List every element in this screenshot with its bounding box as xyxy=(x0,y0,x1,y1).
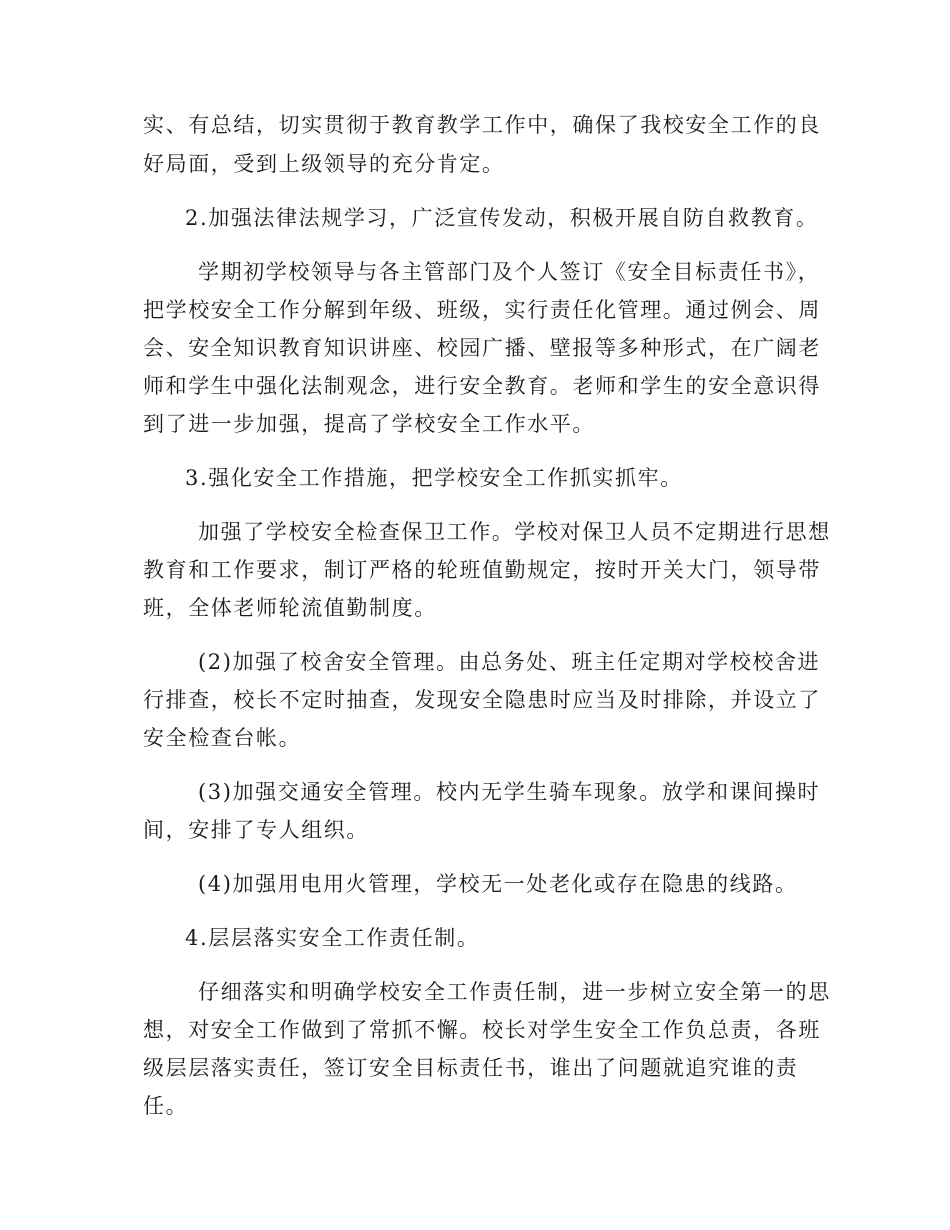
paragraph-line: (3)加强交通安全管理。校内无学生骑车现象。放学和课间操时 xyxy=(198,780,821,804)
section-heading-4: 4.层层落实安全工作责任制。 xyxy=(185,926,480,950)
paragraph-line: 想，对安全工作做到了常抓不懈。校长对学生安全工作负总责，各班 xyxy=(143,1018,821,1042)
paragraph-line: (2)加强了校舍安全管理。由总务处、班主任定期对学校校舍进 xyxy=(198,650,821,674)
paragraph-line: 师和学生中强化法制观念，进行安全教育。老师和学生的安全意识得 xyxy=(143,374,821,398)
paragraph-line: 实、有总结，切实贯彻于教育教学工作中，确保了我校安全工作的良 xyxy=(143,113,821,137)
paragraph-line: 间，安排了专人组织。 xyxy=(143,818,369,842)
paragraph-line: 班，全体老师轮流值勤制度。 xyxy=(143,596,437,620)
paragraph-line: 加强了学校安全检查保卫工作。学校对保卫人员不定期进行思想 xyxy=(198,520,831,544)
paragraph-line: 行排查，校长不定时抽查，发现安全隐患时应当及时排除，并设立了 xyxy=(143,688,821,712)
paragraph-line: (4)加强用电用火管理，学校无一处老化或存在隐患的线路。 xyxy=(198,872,798,896)
paragraph-line: 级层层落实责任，签订安全目标责任书，谁出了问题就追究谁的责 xyxy=(143,1056,799,1080)
paragraph-line: 安全检查台帐。 xyxy=(143,726,302,750)
paragraph-line: 教育和工作要求，制订严格的轮班值勤规定，按时开关大门，领导带 xyxy=(143,558,821,582)
paragraph-line: 任。 xyxy=(143,1094,189,1118)
paragraph-line: 好局面，受到上级领导的充分肯定。 xyxy=(143,152,505,176)
paragraph-line: 会、安全知识教育知识讲座、校园广播、壁报等多种形式，在广阔老 xyxy=(143,336,821,360)
section-heading-2: 2.加强法律法规学习，广泛宣传发动，积极开展自防自救教育。 xyxy=(185,206,819,230)
paragraph-line: 到了进一步加强，提高了学校安全工作水平。 xyxy=(143,412,595,436)
paragraph-line: 仔细落实和明确学校安全工作责任制，进一步树立安全第一的思 xyxy=(198,980,831,1004)
paragraph-line: 把学校安全工作分解到年级、班级，实行责任化管理。通过例会、周 xyxy=(143,298,821,322)
paragraph-line: 学期初学校领导与各主管部门及个人签订《安全目标责任书》， xyxy=(198,260,821,284)
section-heading-3: 3.强化安全工作措施，把学校安全工作抓实抓牢。 xyxy=(185,466,683,490)
